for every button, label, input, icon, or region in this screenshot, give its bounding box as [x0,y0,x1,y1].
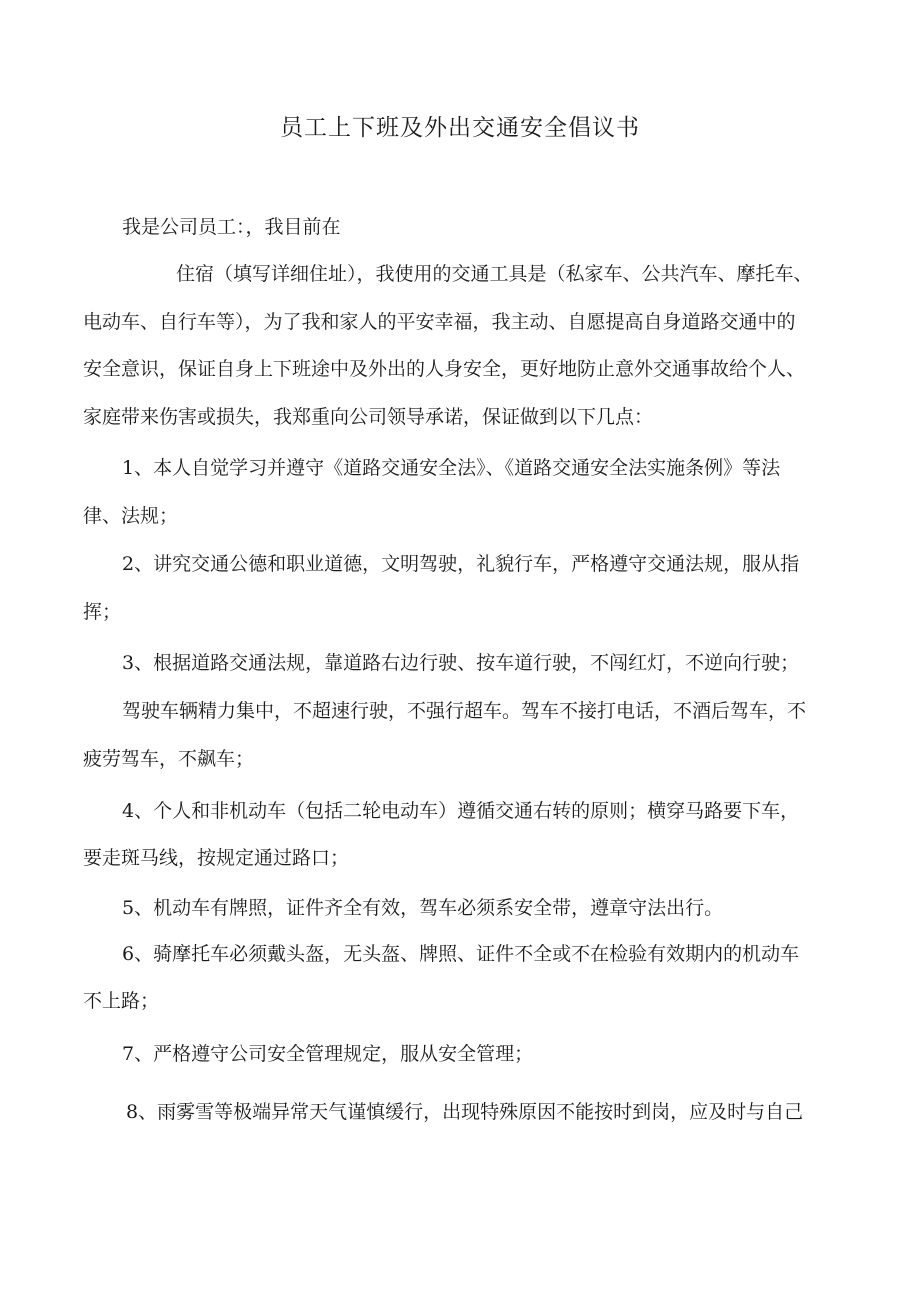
item-6-line-1: 6、骑摩托车必须戴头盔，无头盔、牌照、证件不全或不在检验有效期内的机动车 [122,943,800,965]
intro-line-1: 我是公司员工：，我目前在 [122,216,341,238]
intro-line-3: 电动车、自行车等），为了我和家人的平安幸福，我主动、自愿提高自身道路交通中的 [83,311,796,333]
item-4-line-1: 4、个人和非机动车（包括二轮电动车）遵循交通右转的原则；横穿马路要下车， [122,800,800,822]
intro-line-5: 家庭带来伤害或损失，我郑重向公司领导承诺，保证做到以下几点： [83,406,654,428]
item-2-line-1: 2、讲究交通公德和职业道德，文明驾驶，礼貌行车，严格遵守交通法规，服从指 [122,553,800,575]
item-3-line-1: 3、根据道路交通法规，靠道路右边行驶、按车道行驶，不闯红灯，不逆向行驶； [122,652,800,674]
item-1-line-2: 律、法规； [83,505,179,527]
intro-line-2: 住宿（填写详细住址），我使用的交通工具是（私家车、公共汽车、摩托车、 [176,263,813,285]
document-title: 员工上下班及外出交通安全倡议书 [280,115,640,141]
item-8-line-1: 8、雨雾雪等极端异常天气谨慎缓行，出现特殊原因不能按时到岗，应及时与自己 [126,1101,804,1123]
item-3-line-2: 驾驶车辆精力集中，不超速行驶，不强行超车。驾车不接打电话，不酒后驾车，不 [122,700,807,722]
item-5-line-1: 5、机动车有牌照，证件齐全有效，驾车必须系安全带，遵章守法出行。 [122,897,724,919]
item-4-line-2: 要走斑马线，按规定通过路口； [83,847,350,869]
intro-line-4: 安全意识，保证自身上下班途中及外出的人身安全，更好地防止意外交通事故给个人、 [83,358,806,380]
item-3-line-3: 疲劳驾车，不飙车； [83,748,255,770]
item-6-line-2: 不上路； [83,990,160,1012]
item-1-line-1: 1、本人自觉学习并遵守《道路交通安全法》、《道路交通安全法实施条例》等法 [122,457,781,479]
item-2-line-2: 挥； [83,601,122,623]
item-7-line-1: 7、严格遵守公司安全管理规定，服从安全管理； [122,1043,534,1065]
